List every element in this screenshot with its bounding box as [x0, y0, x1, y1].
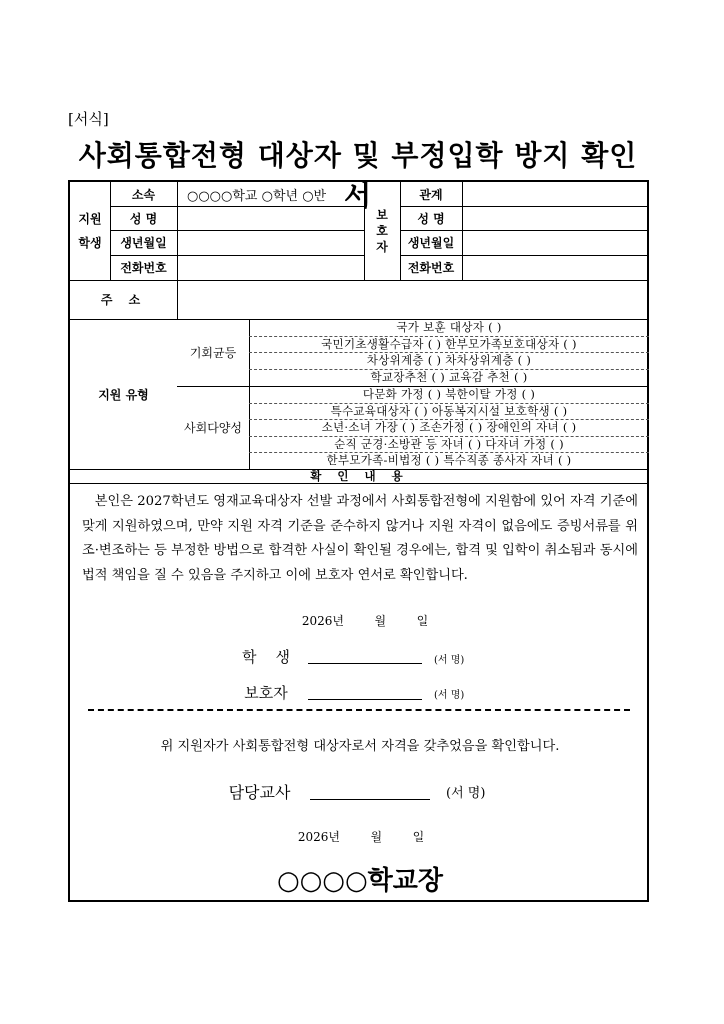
- social-diversity-row[interactable]: 소년·소녀 가장 ( ) 조손가정 ( ) 장애인의 자녀 ( ): [321, 420, 577, 434]
- guardian-phone-field[interactable]: [462, 255, 649, 280]
- guardian-sign-line[interactable]: [308, 699, 422, 700]
- guardian-sign-note: (서 명): [434, 690, 465, 701]
- principal-name: ○○○○학교장: [276, 866, 444, 896]
- guardian-phone-label: 전화번호: [407, 261, 455, 275]
- guardian-name-field[interactable]: [462, 206, 649, 230]
- teacher-sign-line[interactable]: [310, 799, 430, 800]
- support-type-label: 지원 유형: [98, 387, 149, 402]
- date-line-1: 2026년 월 일: [301, 614, 429, 628]
- guardian-section-label: 보 호 자: [376, 208, 388, 254]
- teacher-sign-note: (서 명): [446, 786, 486, 801]
- student-sign-note: (서 명): [434, 655, 465, 666]
- applicant-phone-label: 전화번호: [120, 261, 167, 275]
- applicant-birth-label: 생년월일: [120, 236, 167, 250]
- social-diversity-row[interactable]: 순직 군경·소방관 등 자녀 ( ) 다자녀 가정 ( ): [334, 437, 564, 451]
- equal-opportunity-row[interactable]: 국가 보훈 대상자 ( ): [396, 320, 502, 334]
- applicant-section-label: 지원 학생: [78, 212, 102, 250]
- document-title: 사회통합전형 대상자 및 부정입학 방지 확인서: [78, 139, 638, 212]
- applicant-birth-field[interactable]: [177, 230, 364, 255]
- guardian-birth-field[interactable]: [462, 230, 649, 255]
- equal-opportunity-label: 기회균등: [189, 346, 237, 360]
- equal-opportunity-row[interactable]: 국민기초생활수급자 ( ) 한부모가족보호대상자 ( ): [321, 337, 577, 351]
- teacher-sign-label: 담당교사: [228, 783, 291, 802]
- applicant-name-label: 성 명: [129, 211, 158, 226]
- equal-opportunity-row[interactable]: 학교장추천 ( ) 교육감 추천 ( ): [370, 370, 528, 384]
- guardian-relation-field[interactable]: [462, 182, 649, 206]
- form-tag: [서식]: [68, 110, 109, 128]
- confirm-header: 확 인 내 용: [310, 469, 409, 483]
- cut-line: [88, 709, 630, 711]
- address-label: 주 소: [100, 293, 147, 307]
- social-diversity-label: 사회다양성: [184, 421, 242, 435]
- affiliation-label: 소속: [131, 187, 156, 202]
- applicant-phone-field[interactable]: [177, 255, 364, 280]
- teacher-statement: 위 지원자가 사회통합전형 대상자로서 자격을 갖추었음을 확인합니다.: [160, 739, 560, 754]
- social-diversity-row[interactable]: 한부모가족-비법정 ( ) 특수직종 종사자 자녀 ( ): [326, 453, 572, 467]
- guardian-birth-label: 생년월일: [407, 236, 455, 250]
- guardian-sign-label: 보호자: [244, 684, 288, 702]
- guardian-relation-label: 관계: [419, 187, 443, 202]
- affiliation-value[interactable]: ○○○○학교 ○학년 ○반: [187, 188, 327, 204]
- student-sign-label: 학 생: [241, 648, 291, 666]
- confirm-paragraph: 본인은 2027학년도 영재교육대상자 선발 과정에서 사회통합전형에 지원함에 있어 자격 기준에 맞게 지원하였으며, 만약 지원 자격 기준을 준수하지 않거나 지원 자격이 없음에도 증빙서류를 위조·변조하는 등 부정한 방법으로 합격한 사실이 확인될 경우에는, 합격 및 입학이 취소됨과 동시에 법적 책임을 질 수 있음을 주지하고 이에 보호자 연서로 확인합니다.: [82, 494, 639, 583]
- social-diversity-row[interactable]: 특수교육대상자 ( ) 아동복지시설 보호학생 ( ): [330, 404, 568, 418]
- social-diversity-row[interactable]: 다문화 가정 ( ) 북한이탈 가정 ( ): [362, 387, 536, 401]
- student-sign-line[interactable]: [308, 663, 422, 664]
- guardian-name-label: 성 명: [417, 211, 445, 226]
- address-field[interactable]: [177, 280, 649, 319]
- date-line-2: 2026년 월 일: [297, 830, 425, 844]
- equal-opportunity-row[interactable]: 차상위계층 ( ) 차차상위계층 ( ): [366, 353, 532, 367]
- applicant-name-field[interactable]: [177, 206, 364, 230]
